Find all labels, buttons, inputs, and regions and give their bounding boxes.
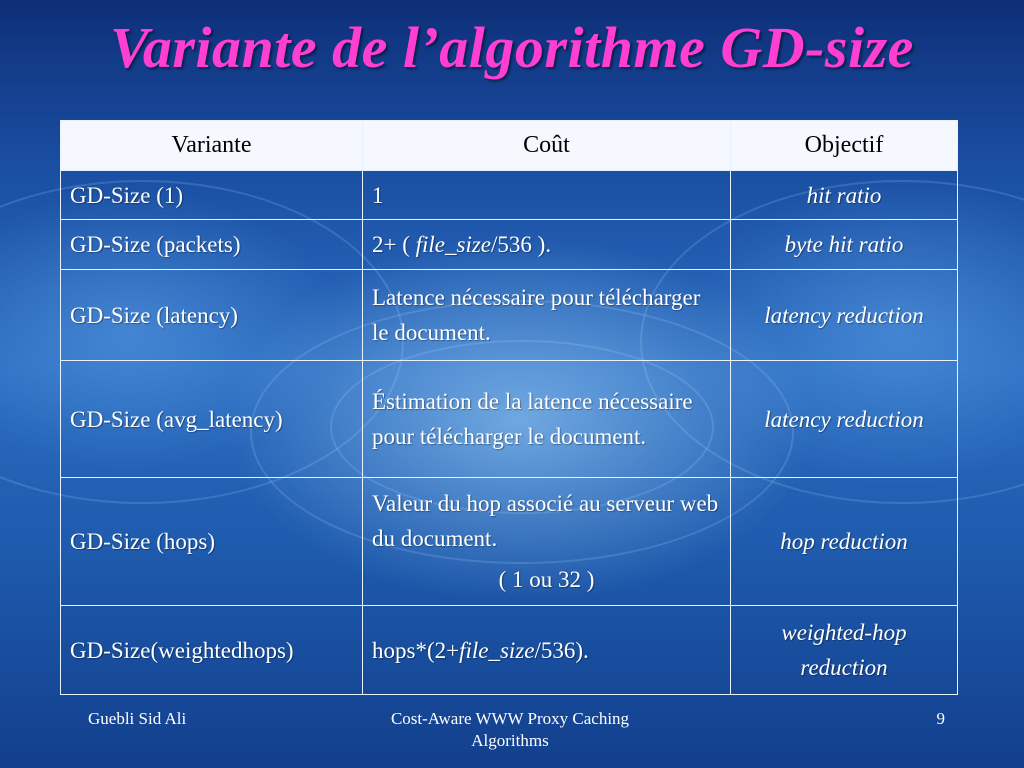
variants-table <box>60 120 958 695</box>
table-row <box>61 478 958 606</box>
header-variante: Variante <box>61 121 363 171</box>
cell-cout <box>363 606 731 695</box>
cell-objectif: weighted-hop reduction <box>731 606 958 695</box>
cell-cout: 1 <box>363 171 731 220</box>
cell-variante: GD-Size (latency) <box>61 270 363 361</box>
table-row <box>61 220 958 270</box>
cell-objectif: hop reduction <box>731 478 958 606</box>
cell-variante: GD-Size (hops) <box>61 478 363 606</box>
table-header-row <box>61 121 958 171</box>
cell-objectif: latency reduction <box>731 270 958 361</box>
cout-extra: ( 1 ou 32 ) <box>498 567 595 592</box>
slide-title: Variante de l’algorithme GD-size <box>110 15 914 80</box>
table-row <box>61 270 958 361</box>
cell-objectif: hit ratio <box>731 171 958 220</box>
cell-objectif: latency reduction <box>731 361 958 478</box>
cout-text: Valeur du hop associé au serveur web du document. <box>372 491 719 551</box>
header-cout: Coût <box>363 121 731 171</box>
cell-objectif: byte hit ratio <box>731 220 958 270</box>
cell-cout <box>363 478 731 606</box>
cell-variante: GD-Size (1) <box>61 171 363 220</box>
cout-italic: file_size <box>415 232 492 257</box>
footer-center: Cost-Aware WWW Proxy Caching Algorithms <box>390 709 630 750</box>
cout-suffix: /536 ). <box>491 232 552 257</box>
table-row <box>61 606 958 695</box>
footer-author: Guebli Sid Ali <box>88 709 187 728</box>
footer-page-number: 9 <box>936 709 945 728</box>
header-objectif: Objectif <box>731 121 958 171</box>
table-row <box>61 171 958 220</box>
cout-prefix: 2+ ( <box>372 232 416 257</box>
cell-variante: GD-Size (packets) <box>61 220 363 270</box>
cell-cout: Latence nécessaire pour télécharger le document. <box>363 270 731 361</box>
cout-prefix: hops*(2+ <box>372 637 460 663</box>
cell-cout: Éstimation de la latence nécessaire pour télécharger le document. <box>363 361 731 478</box>
cout-suffix: /536). <box>534 637 589 663</box>
cout-italic: file_size <box>459 637 535 663</box>
table-row <box>61 361 958 478</box>
cell-variante: GD-Size(weightedhops) <box>61 606 363 695</box>
cell-variante: GD-Size (avg_latency) <box>61 361 363 478</box>
cell-cout <box>363 220 731 270</box>
